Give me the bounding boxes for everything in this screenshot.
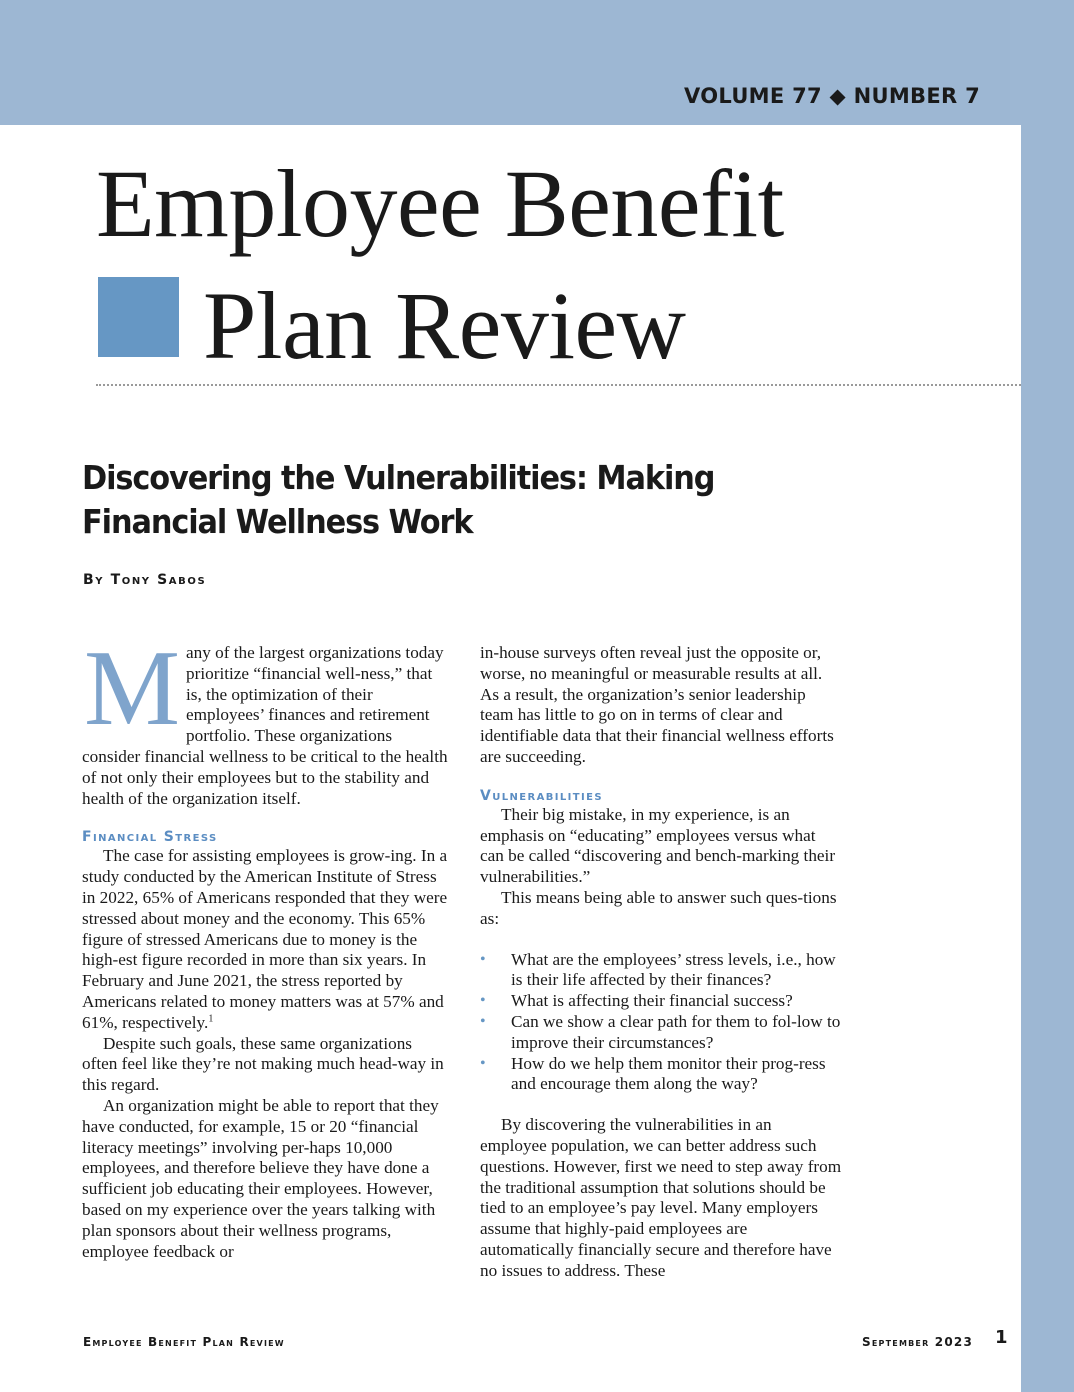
list-item-text: Can we show a clear path for them to fol-low to improve their circumstances? [511,1011,841,1052]
article-headline: Discovering the Vulnerabilities: Making Financial Wellness Work [82,458,715,541]
list-item-text: What is affecting their financial success? [511,991,793,1011]
intro-paragraph [82,629,448,809]
list-item [480,1054,842,1096]
page-number: 1 [995,1327,1008,1348]
bullet-icon: • [480,1054,486,1072]
body-paragraph: This means being able to answer such ques-tions as: [480,887,837,928]
intro-text: any of the largest organizations today prioritize “financial well-ness,” that is, the optimization of their employees’ finances and retirement portfolio. These organizations consider financial wellness to be critical to the health of not only their employees but to the stability and health of the organization itself. [82,643,448,808]
body-paragraph: An organization might be able to report that they have conducted, for example, 15 or 20 “financial literacy meetings” involving per-haps 10,000 employees, and therefore believe they have done a sufficient job educating their employees. However, based on my experience over the years talking with plan sponsors about their wellness programs, employee feedback or [82,1095,439,1261]
bullet-icon: • [480,950,486,968]
footer-date: September 2023 [862,1335,973,1349]
question-list [480,950,842,1096]
list-item-text: What are the employees’ stress levels, i.e., how is their life affected by their finances? [511,949,836,990]
volume-number: VOLUME 77 ◆ NUMBER 7 [684,84,980,108]
list-item [480,950,842,992]
body-paragraph [82,846,448,1033]
footnote-marker: 1 [208,1013,214,1025]
list-item [480,991,842,1012]
section-heading-vulnerabilities: Vulnerabilities [480,787,603,804]
masthead-divider [96,384,1021,386]
body-text: The case for assisting employees is grow-ing. In a study conducted by the American Institute of Stress in 2022, 65% of Americans responded that they were stressed about money and the economy. This 65% figure of stressed Americans due to money is the high-est figure recorded in more than six years. In February and June 2021, the stress reported by Americans related to money matters was at 57% and 61%, respectively. [82,846,448,1032]
body-paragraph: By discovering the vulnerabilities in an employee population, we can better address such questions. However, first we need to step away from the traditional assumption that solutions should be tied to an employee’s pay level. Many employers assume that highly-paid employees are automatically financially secure and therefore have no issues to address. These [480,1115,842,1280]
masthead-square-logo [98,277,179,357]
masthead-title-line2: Plan Review [203,272,686,379]
section-heading-financial-stress: Financial Stress [82,829,218,846]
article-byline: By Tony Sabos [83,572,207,588]
bullet-icon: • [480,1012,486,1030]
footer-publication: Employee Benefit Plan Review [83,1335,285,1349]
body-paragraph: in-house surveys often reveal just the opposite or, worse, no meaningful or measurable results at all. As a result, the organization’s senior leadership team has little to go on in terms of clear and identifiable data that their financial wellness efforts are succeeding. [480,643,834,766]
bullet-icon: • [480,992,486,1010]
column-left [82,629,448,1262]
drop-cap: M [84,629,181,748]
body-paragraph: Despite such goals, these same organizations often feel like they’re not making much head-way in this regard. [82,1033,444,1095]
masthead-title-line1: Employee Benefit [96,150,784,257]
list-item [480,1012,842,1054]
body-paragraph: Their big mistake, in my experience, is an emphasis on “educating” employees versus what can be called “discovering and bench-marking their vulnerabilities.” [480,804,836,887]
column-right [480,643,842,1282]
list-item-text: How do we help them monitor their prog-ress and encourage them along the way? [511,1053,826,1094]
